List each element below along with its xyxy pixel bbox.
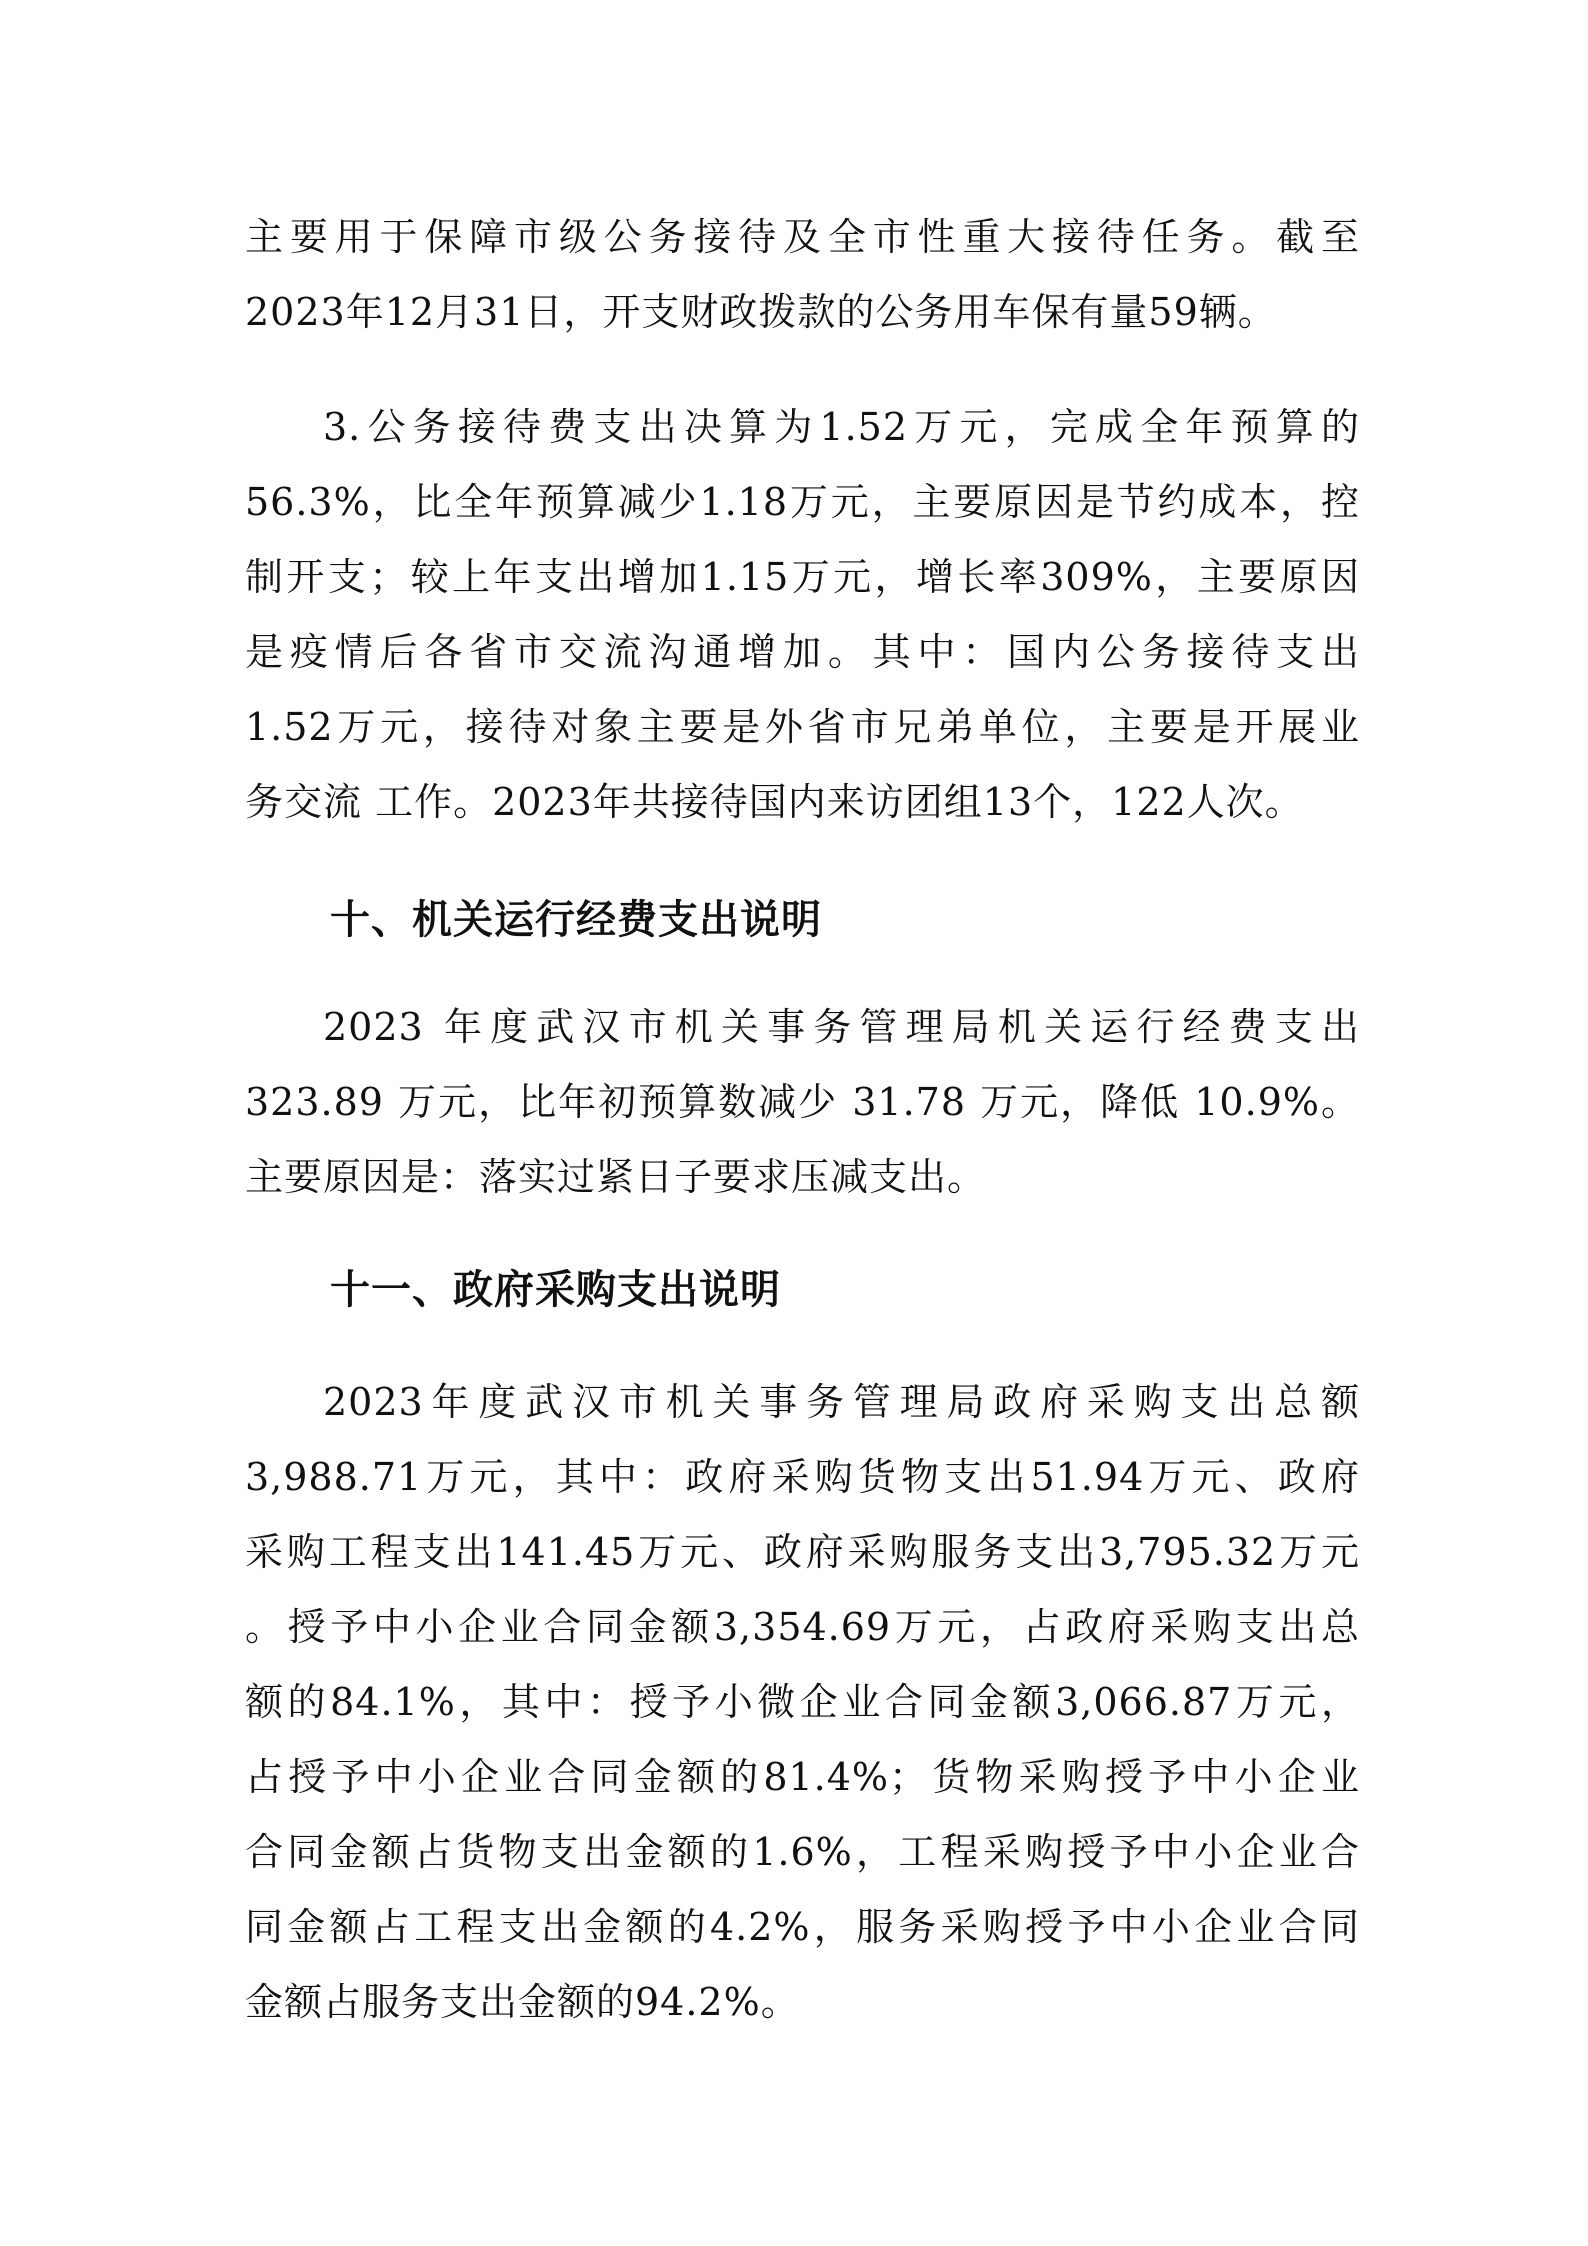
paragraph-vehicles xyxy=(245,200,1360,350)
text-line: 2023 年度武汉市机关事务管理局机关运行经费支出 xyxy=(323,1005,1360,1049)
text-line: 合同金额占货物支出金额的1.6%，工程采购授予中小企业合 xyxy=(245,1830,1360,1874)
text-line: 同金额占工程支出金额的4.2%，服务采购授予中小企业合同 xyxy=(245,1905,1360,1949)
paragraph-procurement xyxy=(245,1365,1360,2040)
paragraph-reception xyxy=(245,390,1360,840)
text-line: 金额占服务支出金额的94.2%。 xyxy=(245,1980,800,2024)
text-line: 。授予中小企业合同金额3,354.69万元，占政府采购支出总 xyxy=(245,1605,1360,1649)
text-line: 1.52万元，接待对象主要是外省市兄弟单位，主要是开展业 xyxy=(245,705,1360,749)
text-line: 3,988.71万元，其中：政府采购货物支出51.94万元、政府 xyxy=(245,1455,1360,1499)
paragraph-operating-expenses xyxy=(245,990,1360,1215)
text-line: 2023年12月31日，开支财政拨款的公务用车保有量59辆。 xyxy=(245,290,1277,334)
text-line: 制开支；较上年支出增加1.15万元，增长率309%，主要原因 xyxy=(245,555,1360,599)
text-line: 2023年度武汉市机关事务管理局政府采购支出总额 xyxy=(323,1380,1360,1424)
section-heading-operating-expenses: 十、机关运行经费支出说明 xyxy=(330,897,822,943)
text-line: 务交流 工作。2023年共接待国内来访团组13个，122人次。 xyxy=(245,780,1304,824)
text-line: 采购工程支出141.45万元、政府采购服务支出3,795.32万元 xyxy=(245,1530,1360,1574)
text-line: 3.公务接待费支出决算为1.52万元，完成全年预算的 xyxy=(323,405,1360,449)
section-heading-procurement: 十一、政府采购支出说明 xyxy=(330,1267,781,1313)
text-line: 主要用于保障市级公务接待及全市性重大接待任务。截至 xyxy=(245,215,1360,259)
text-line: 是疫情后各省市交流沟通增加。其中：国内公务接待支出 xyxy=(245,630,1360,674)
text-line: 56.3%，比全年预算减少1.18万元，主要原因是节约成本，控 xyxy=(245,480,1360,524)
text-line: 额的84.1%，其中：授予小微企业合同金额3,066.87万元， xyxy=(245,1680,1360,1724)
text-line: 323.89 万元，比年初预算数减少 31.78 万元，降低 10.9%。 xyxy=(245,1080,1360,1124)
text-line: 主要原因是：落实过紧日子要求压减支出。 xyxy=(245,1155,987,1199)
text-line: 占授予中小企业合同金额的81.4%；货物采购授予中小企业 xyxy=(245,1755,1360,1799)
